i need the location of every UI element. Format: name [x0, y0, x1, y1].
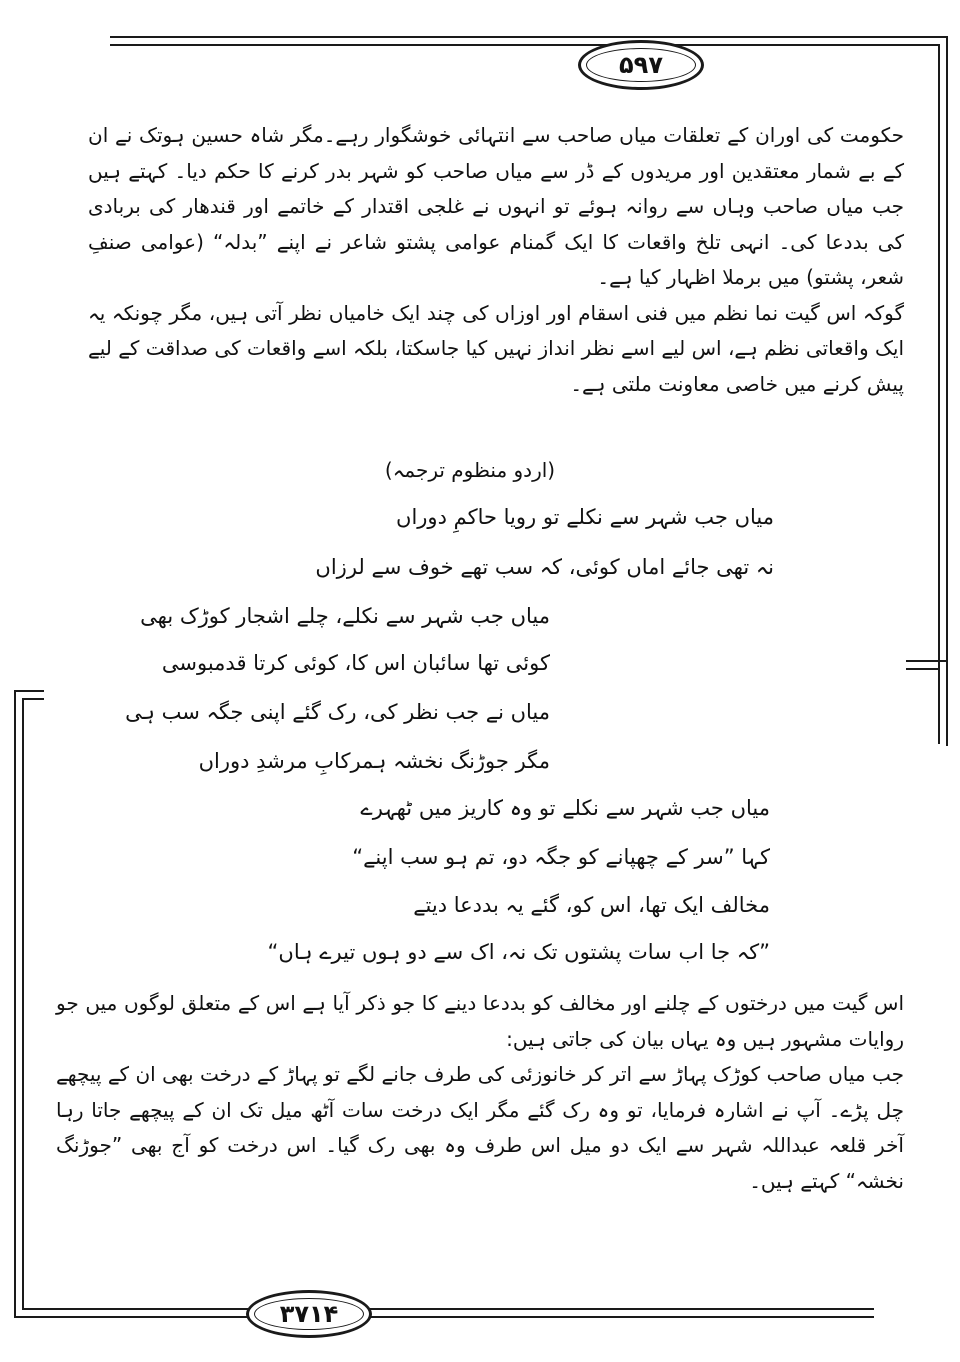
poem-heading: (اردو منظوم ترجمہ): [384, 458, 556, 482]
frame-left-inner: [22, 698, 24, 1310]
footer-page-number-badge: [246, 1290, 372, 1338]
intro-paragraph-1: حکومت کی اوران کے تعلقات میاں صاحب سے انتہائی خوشگوار رہے۔مگر شاہ حسین ہوتک نے ان کے بے شمار معتقدین اور مریدوں کے ڈر سے میاں صاحب کو شہر بدر کرنے کا حکم دیا۔ کہتے ہیں جب میاں صاحب وہاں سے روانہ ہوئے تو انہوں نے غلجی اقتدار کے خاتمے اور قندھار کی بربادی کی بددعا کی۔ انہی تلخ واقعات کا ایک گمنام عوامی پشتو شاعر نے اپنے ”بدلہ“ (عوامی صنفِ شعر، پشتو) میں برملا اظہار کیا ہے۔: [88, 123, 904, 289]
outro-text: [56, 986, 904, 1199]
poem-line: مخالف ایک تھا، اس کو، گئے یہ بددعا دیتے: [413, 893, 770, 917]
frame-right-step-inner: [906, 668, 940, 670]
poem-line: نہ تھی جائے اماں کوئی، کہ سب تھے خوف سے لرزاں: [315, 555, 774, 579]
outro-paragraph-1: اس گیت میں درختوں کے چلنے اور مخالف کو بددعا دینے کا جو ذکر آیا ہے اس کے متعلق لوگوں میں جو روایات مشہور ہیں وہ یہاں بیان کی جاتی ہیں:: [56, 991, 904, 1051]
intro-paragraph-2: گوکہ اس گیت نما نظم میں فنی اسقام اور اوزاں کی چند ایک خامیاں نظر آتی ہیں، مگر چونکہ یہ ایک واقعاتی نظم ہے، اس لیے اسے نظر انداز نہیں کیا جاسکتا، بلکہ اسے واقعات کی صداقت کے لیے پیش کرنے میں خاصی معاونت ملتی ہے۔: [88, 300, 904, 396]
frame-top-inner: [110, 44, 940, 46]
frame-left-step-inner: [22, 698, 44, 700]
frame-right-outer: [946, 36, 948, 746]
poem-line: میاں جب شہر سے نکلے تو وہ کاریز میں ٹھہرے: [360, 796, 770, 820]
frame-bottom-inner: [22, 1308, 874, 1310]
frame-right-inner: [938, 44, 940, 744]
frame-left-step-outer: [14, 690, 44, 692]
poem-line: میاں نے جب نظر کی، رک گئے اپنی جگہ سب ہی: [125, 700, 550, 724]
poem-line: مگر جوڑنگ نخشہ ہمرکابِ مرشدِ دوراں: [198, 749, 550, 773]
frame-left-outer: [14, 690, 16, 1318]
footer-page-number: ۳۷۱۴: [279, 1300, 339, 1328]
header-page-number: ۵۹۷: [619, 51, 663, 79]
frame-top-outer: [110, 36, 948, 38]
poem-line: ”کہ جا اب سات پشتوں تک نہ، اک سے دو ہوں تیرے ہاں“: [267, 940, 770, 964]
poem-line: میاں جب شہر سے نکلے، چلے اشجار کوڑک بھی: [140, 604, 550, 628]
outro-paragraph-2: جب میاں صاحب کوڑک پہاڑ سے اتر کر خانوزئی کی طرف جانے لگے تو پہاڑ کے درخت بھی ان کے پیچھے چل پڑے۔ آپ نے اشارہ فرمایا، تو وہ رک گئے مگر ایک درخت سات آٹھ میل تک ان کے پیچھے جاتا رہا آخر قلعہ عبداللہ شہر سے ایک دو میل اس طرف وہ بھی رک گیا۔ اس درخت کو آج بھی ”جوڑنگ نخشہ“ کہتے ہیں۔: [56, 1062, 904, 1193]
poem-line: میاں جب شہر سے نکلے تو رویا حاکمِ دوراں: [396, 505, 774, 529]
frame-right-step-outer: [906, 660, 948, 662]
frame-bottom-outer: [14, 1316, 874, 1318]
header-page-number-badge: [578, 40, 704, 90]
poem-line: کہا ”سر کے چھپانے کو جگہ دو، تم ہو سب اپنے“: [352, 845, 770, 869]
intro-text: [88, 118, 904, 402]
poem-line: کوئی تھا سائبان اس کا، کوئی کرتا قدمبوسی: [161, 651, 550, 675]
